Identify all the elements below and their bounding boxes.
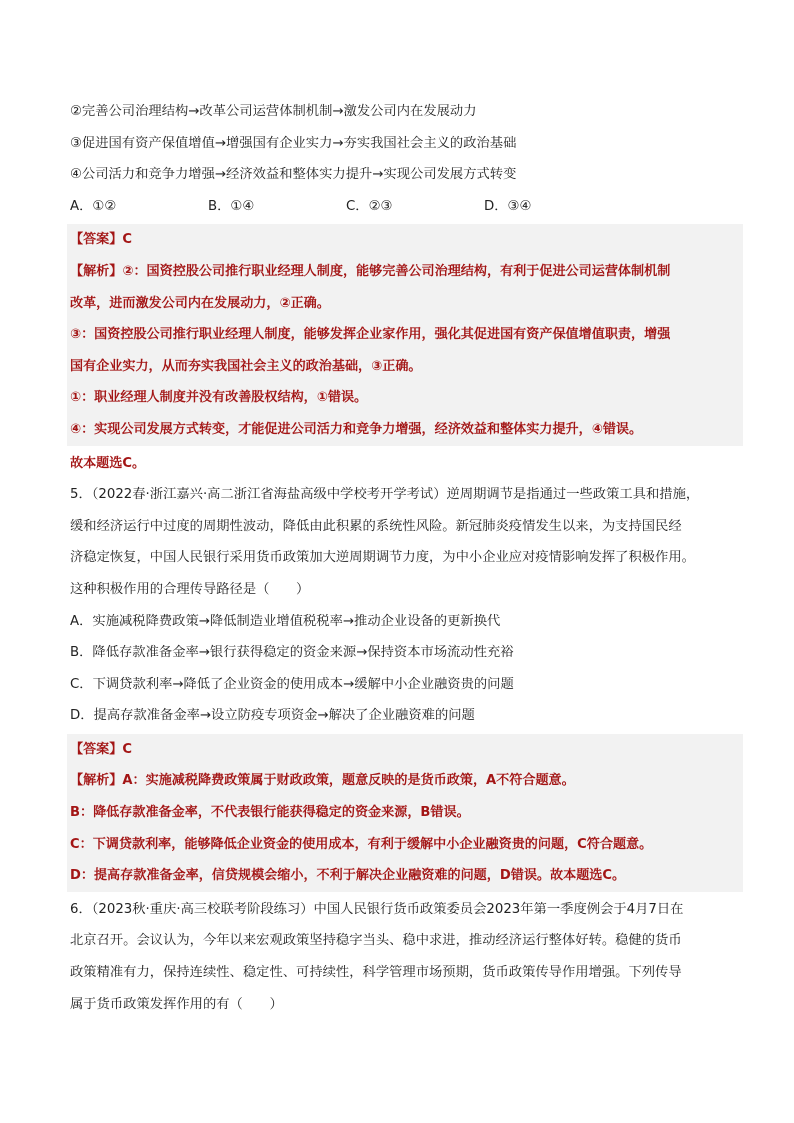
q6-stem-1: 6．（2023秋·重庆·高三校联考阶段练习）中国人民银行货币政策委员会2023年第一季度例会于4月7日在 (70, 901, 684, 917)
q4-analysis-1: 【解析】②：国资控股公司推行职业经理人制度，能够完善公司治理结构，有利于促进公司运营体制机制 (70, 263, 671, 279)
q5-answer-block (67, 734, 743, 892)
q4-option-d: D．③④ (484, 198, 532, 214)
q4-option-a: A．①② (70, 198, 117, 214)
q4-option-b: B．①④ (208, 198, 255, 214)
q4-option-c: C．②③ (346, 198, 393, 214)
q5-options (70, 606, 740, 732)
q4-options (70, 191, 740, 223)
q5-analysis-3: C：下调贷款利率，能够降低企业资金的使用成本，有利于缓解中小企业融资贵的问题，C符合题意。 (70, 836, 653, 852)
q4-analysis-2: 改革，进而激发公司内在发展动力，②正确。 (70, 295, 330, 311)
q5-option-c: C．下调贷款利率→降低了企业资金的使用成本→缓解中小企业融资贵的问题 (70, 676, 514, 692)
q4-item-2: ②完善公司治理结构→改革公司运营体制机制→激发公司内在发展动力 (70, 104, 477, 119)
q4-item-3: ③促进国有资产保值增值→增强国有企业实力→夯实我国社会主义的政治基础 (70, 135, 517, 151)
question-6-stem (70, 894, 740, 1020)
question-4-items (70, 96, 740, 191)
q5-option-d: D．提高存款准备金率→设立防疫专项资金→解决了企业融资难的问题 (70, 708, 475, 724)
q4-conclusion: 故本题选C。 (70, 455, 146, 471)
q5-stem-1: 5．（2022春·浙江嘉兴·高二浙江省海盐高级中学校考开学考试）逆周期调节是指通过一些政策工具和措施， (70, 487, 700, 503)
q4-analysis-6: ④：实现公司发展方式转变，才能促进公司活力和竞争力增强，经济效益和整体实力提升，④错误。 (70, 421, 643, 437)
q4-analysis-3: ③：国资控股公司推行职业经理人制度，能够发挥企业家作用，强化其促进国有资产保值增值职责，增强 (70, 327, 671, 343)
q6-stem-4: 属于货币政策发挥作用的有（ ） (70, 996, 283, 1012)
q5-stem-3: 济稳定恢复，中国人民银行采用货币政策加大逆周期调节力度，为中小企业应对疫情影响发挥了积极作用。 (70, 550, 695, 566)
q5-analysis-1: 【解析】A：实施减税降费政策属于财政政策，题意反映的是货币政策，A不符合题意。 (70, 773, 575, 789)
q4-answer-block (67, 224, 743, 445)
q6-stem-2: 北京召开。会议认为，今年以来宏观政策坚持稳字当头、稳中求进，推动经济运行整体好转。稳健的货币 (70, 933, 682, 949)
q5-stem-4: 这种积极作用的合理传导路径是（ ） (70, 581, 310, 597)
q5-analysis-2: B：降低存款准备金率，不代表银行能获得稳定的资金来源，B错误。 (70, 805, 470, 821)
q5-answer: 【答案】C (70, 741, 132, 757)
q5-stem-2: 缓和经济运行中过度的周期性波动，降低由此积累的系统性风险。新冠肺炎疫情发生以来，为支持国民经 (70, 518, 682, 534)
q5-option-a: A．实施减税降费政策→降低制造业增值税税率→推动企业设备的更新换代 (70, 613, 501, 629)
q5-option-b: B．降低存款准备金率→银行获得稳定的资金来源→保持资本市场流动性充裕 (70, 645, 514, 661)
q4-answer: 【答案】C (70, 232, 132, 248)
q4-analysis-4: 国有企业实力，从而夯实我国社会主义的政治基础，③正确。 (70, 358, 422, 374)
q6-stem-3: 政策精准有力，保持连续性、稳定性、可持续性，科学管理市场预期，货币政策传导作用增强。下列传导 (70, 965, 682, 981)
q5-analysis-4: D：提高存款准备金率，信贷规模会缩小，不利于解决企业融资难的问题，D错误。故本题选C。 (70, 868, 626, 884)
q4-item-4: ④公司活力和竞争力增强→经济效益和整体实力提升→实现公司发展方式转变 (70, 167, 517, 183)
q4-analysis-5: ①：职业经理人制度并没有改善股权结构，①错误。 (70, 390, 368, 406)
document-content (70, 96, 740, 1020)
question-5-stem (70, 479, 740, 605)
